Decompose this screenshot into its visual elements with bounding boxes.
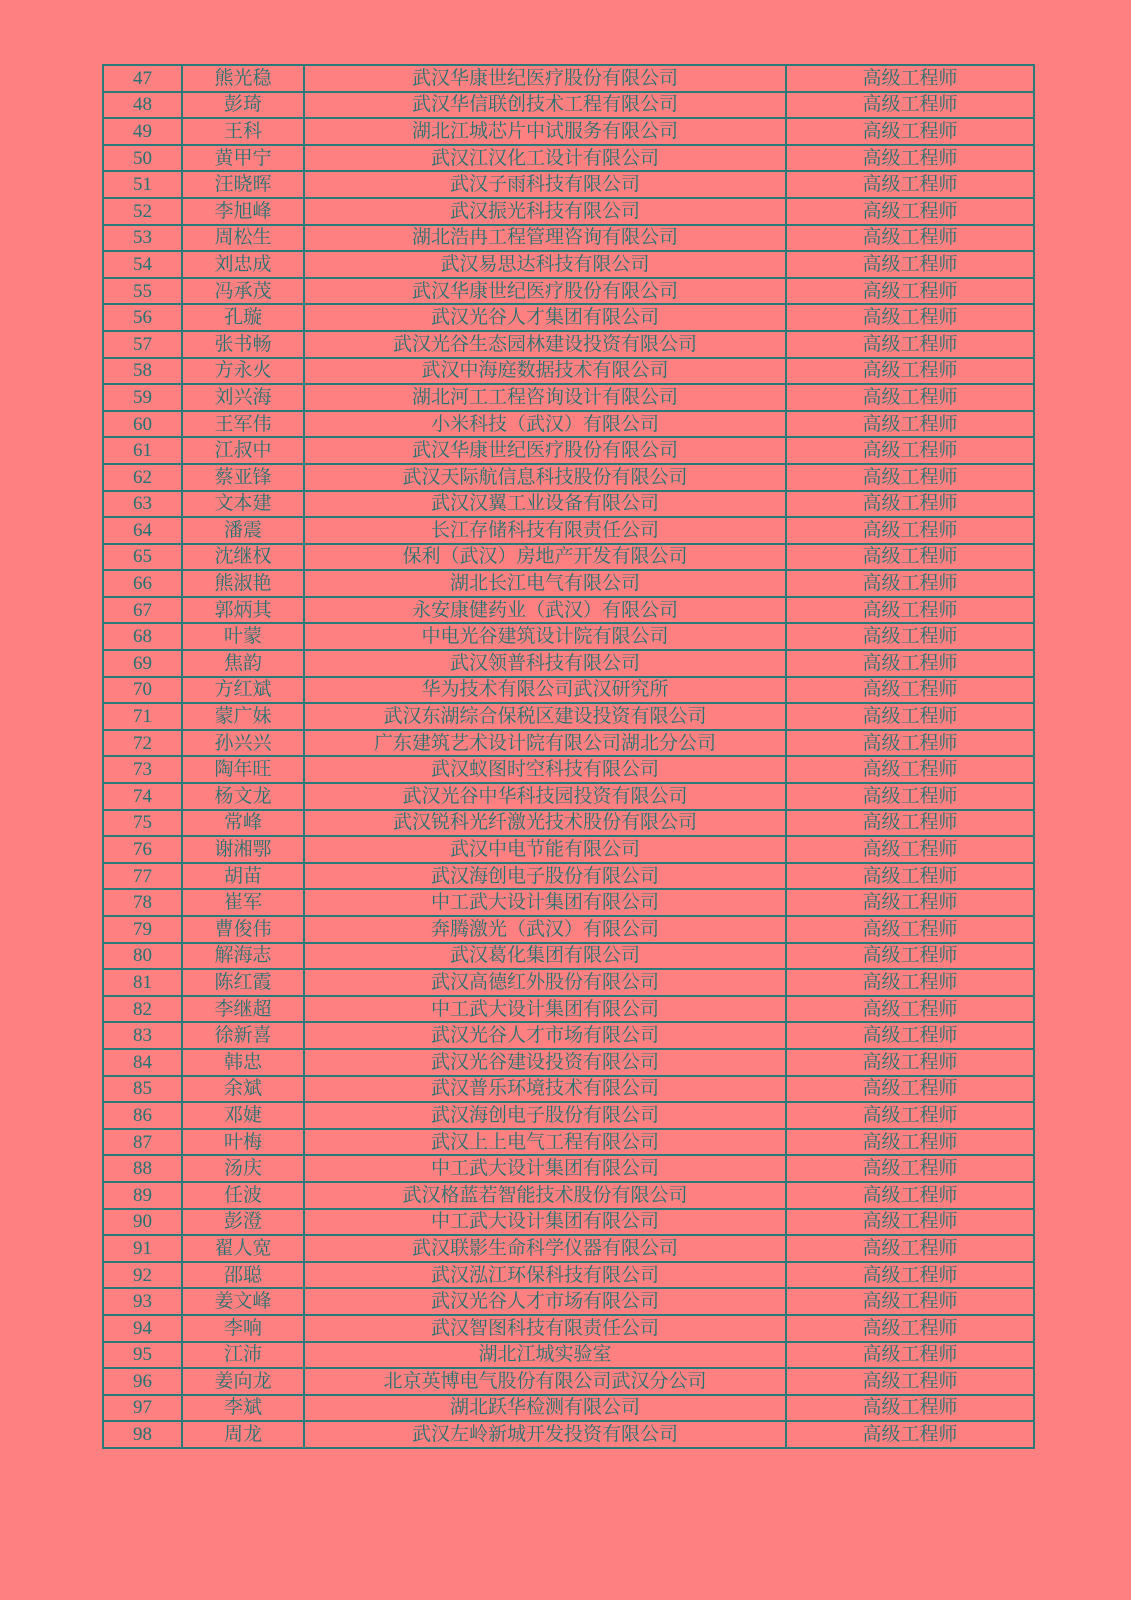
company-name: 武汉华康世纪医疗股份有限公司 [304, 278, 786, 305]
company-name: 中工武大设计集团有限公司 [304, 1209, 786, 1236]
row-number: 81 [103, 969, 182, 996]
table-row [103, 916, 1034, 943]
company-name: 武汉锐科光纤激光技术股份有限公司 [304, 810, 786, 837]
table-row [103, 1182, 1034, 1209]
table-row [103, 251, 1034, 278]
company-name: 小米科技（武汉）有限公司 [304, 411, 786, 438]
row-number: 89 [103, 1182, 182, 1209]
person-name: 叶蒙 [182, 623, 304, 650]
table-row [103, 358, 1034, 385]
professional-title: 高级工程师 [786, 1235, 1034, 1262]
person-name: 余斌 [182, 1076, 304, 1103]
professional-title: 高级工程师 [786, 251, 1034, 278]
person-name: 孔璇 [182, 304, 304, 331]
table-row [103, 118, 1034, 145]
person-name: 周龙 [182, 1421, 304, 1448]
person-name: 刘忠成 [182, 251, 304, 278]
company-name: 武汉葛化集团有限公司 [304, 943, 786, 970]
professional-title: 高级工程师 [786, 1182, 1034, 1209]
person-name: 方永火 [182, 358, 304, 385]
professional-title: 高级工程师 [786, 544, 1034, 571]
company-name: 湖北江城芯片中试服务有限公司 [304, 118, 786, 145]
person-name: 解海志 [182, 943, 304, 970]
person-name: 蒙广妹 [182, 703, 304, 730]
company-name: 武汉蚁图时空科技有限公司 [304, 756, 786, 783]
person-name: 方红斌 [182, 677, 304, 704]
row-number: 56 [103, 304, 182, 331]
person-name: 陶年旺 [182, 756, 304, 783]
table-row [103, 730, 1034, 757]
company-name: 奔腾激光（武汉）有限公司 [304, 916, 786, 943]
row-number: 88 [103, 1155, 182, 1182]
table-row [103, 171, 1034, 198]
professional-title: 高级工程师 [786, 703, 1034, 730]
table-row [103, 278, 1034, 305]
company-name: 武汉泓江环保科技有限公司 [304, 1262, 786, 1289]
row-number: 93 [103, 1288, 182, 1315]
table-row [103, 1155, 1034, 1182]
person-name: 翟人宽 [182, 1235, 304, 1262]
professional-title: 高级工程师 [786, 650, 1034, 677]
company-name: 武汉天际航信息科技股份有限公司 [304, 464, 786, 491]
professional-title: 高级工程师 [786, 1368, 1034, 1395]
professional-title: 高级工程师 [786, 225, 1034, 252]
row-number: 87 [103, 1129, 182, 1156]
row-number: 63 [103, 491, 182, 518]
table-row [103, 703, 1034, 730]
professional-title: 高级工程师 [786, 916, 1034, 943]
person-name: 胡苗 [182, 863, 304, 890]
person-name: 李旭峰 [182, 198, 304, 225]
table-row [103, 1209, 1034, 1236]
person-name: 周松生 [182, 225, 304, 252]
person-name: 邓婕 [182, 1102, 304, 1129]
person-name: 汪晓晖 [182, 171, 304, 198]
professional-title: 高级工程师 [786, 1421, 1034, 1448]
row-number: 77 [103, 863, 182, 890]
professional-title: 高级工程师 [786, 1129, 1034, 1156]
company-name: 武汉光谷人才市场有限公司 [304, 1022, 786, 1049]
table-row [103, 1129, 1034, 1156]
table-row [103, 1076, 1034, 1103]
person-name: 熊光稳 [182, 65, 304, 92]
company-name: 中工武大设计集团有限公司 [304, 996, 786, 1023]
company-name: 武汉中电节能有限公司 [304, 836, 786, 863]
person-name: 沈继权 [182, 544, 304, 571]
person-name: 潘震 [182, 517, 304, 544]
table-row [103, 145, 1034, 172]
company-name: 湖北跃华检测有限公司 [304, 1395, 786, 1422]
row-number: 58 [103, 358, 182, 385]
row-number: 62 [103, 464, 182, 491]
table-row [103, 411, 1034, 438]
person-name: 汤庆 [182, 1155, 304, 1182]
company-name: 湖北浩冉工程管理咨询有限公司 [304, 225, 786, 252]
table-row [103, 597, 1034, 624]
table-row [103, 517, 1034, 544]
company-name: 湖北长江电气有限公司 [304, 570, 786, 597]
table-row [103, 623, 1034, 650]
row-number: 78 [103, 889, 182, 916]
person-name: 谢湘鄂 [182, 836, 304, 863]
person-name: 焦韵 [182, 650, 304, 677]
company-name: 武汉振光科技有限公司 [304, 198, 786, 225]
professional-title: 高级工程师 [786, 198, 1034, 225]
professional-title: 高级工程师 [786, 996, 1034, 1023]
person-name: 张书畅 [182, 331, 304, 358]
row-number: 53 [103, 225, 182, 252]
row-number: 92 [103, 1262, 182, 1289]
row-number: 59 [103, 384, 182, 411]
professional-title: 高级工程师 [786, 65, 1034, 92]
professional-title: 高级工程师 [786, 358, 1034, 385]
row-number: 82 [103, 996, 182, 1023]
professional-title: 高级工程师 [786, 411, 1034, 438]
table-row [103, 1262, 1034, 1289]
company-name: 武汉华康世纪医疗股份有限公司 [304, 65, 786, 92]
person-name: 江沛 [182, 1342, 304, 1369]
company-name: 保利（武汉）房地产开发有限公司 [304, 544, 786, 571]
person-name: 李响 [182, 1315, 304, 1342]
company-name: 武汉左岭新城开发投资有限公司 [304, 1421, 786, 1448]
company-name: 武汉子雨科技有限公司 [304, 171, 786, 198]
professional-title: 高级工程师 [786, 863, 1034, 890]
row-number: 79 [103, 916, 182, 943]
person-name: 韩忠 [182, 1049, 304, 1076]
person-name: 江叔中 [182, 437, 304, 464]
person-name: 彭澄 [182, 1209, 304, 1236]
table-row [103, 863, 1034, 890]
row-number: 61 [103, 437, 182, 464]
person-name: 彭琦 [182, 92, 304, 119]
table-row [103, 491, 1034, 518]
professional-title: 高级工程师 [786, 464, 1034, 491]
row-number: 49 [103, 118, 182, 145]
row-number: 48 [103, 92, 182, 119]
professional-title: 高级工程师 [786, 1049, 1034, 1076]
row-number: 52 [103, 198, 182, 225]
person-name: 杨文龙 [182, 783, 304, 810]
table-row [103, 570, 1034, 597]
row-number: 70 [103, 677, 182, 704]
professional-title: 高级工程师 [786, 1262, 1034, 1289]
company-name: 武汉海创电子股份有限公司 [304, 863, 786, 890]
company-name: 广东建筑艺术设计院有限公司湖北分公司 [304, 730, 786, 757]
table-row [103, 198, 1034, 225]
row-number: 86 [103, 1102, 182, 1129]
professional-title: 高级工程师 [786, 1076, 1034, 1103]
person-name: 姜向龙 [182, 1368, 304, 1395]
professional-title: 高级工程师 [786, 491, 1034, 518]
table-row [103, 1342, 1034, 1369]
company-name: 武汉智图科技有限责任公司 [304, 1315, 786, 1342]
row-number: 64 [103, 517, 182, 544]
person-name: 蔡亚锋 [182, 464, 304, 491]
company-name: 武汉普乐环境技术有限公司 [304, 1076, 786, 1103]
row-number: 73 [103, 756, 182, 783]
table-row [103, 650, 1034, 677]
company-name: 武汉联影生命科学仪器有限公司 [304, 1235, 786, 1262]
company-name: 武汉光谷建设投资有限公司 [304, 1049, 786, 1076]
company-name: 武汉华康世纪医疗股份有限公司 [304, 437, 786, 464]
row-number: 83 [103, 1022, 182, 1049]
person-name: 李继超 [182, 996, 304, 1023]
professional-title: 高级工程师 [786, 278, 1034, 305]
professional-title: 高级工程师 [786, 836, 1034, 863]
table-row [103, 464, 1034, 491]
row-number: 65 [103, 544, 182, 571]
person-name: 李斌 [182, 1395, 304, 1422]
table-row [103, 677, 1034, 704]
professional-title: 高级工程师 [786, 517, 1034, 544]
company-name: 湖北河工工程咨询设计有限公司 [304, 384, 786, 411]
professional-title: 高级工程师 [786, 1395, 1034, 1422]
professional-title: 高级工程师 [786, 730, 1034, 757]
person-name: 熊淑艳 [182, 570, 304, 597]
professional-title: 高级工程师 [786, 969, 1034, 996]
row-number: 96 [103, 1368, 182, 1395]
professional-title: 高级工程师 [786, 783, 1034, 810]
person-name: 王军伟 [182, 411, 304, 438]
professional-title: 高级工程师 [786, 384, 1034, 411]
table-row [103, 384, 1034, 411]
table-row [103, 810, 1034, 837]
roster-table-body [103, 65, 1034, 1448]
professional-title: 高级工程师 [786, 1155, 1034, 1182]
person-name: 崔军 [182, 889, 304, 916]
professional-title: 高级工程师 [786, 92, 1034, 119]
company-name: 武汉光谷人才集团有限公司 [304, 304, 786, 331]
row-number: 74 [103, 783, 182, 810]
professional-title: 高级工程师 [786, 1288, 1034, 1315]
professional-title: 高级工程师 [786, 1342, 1034, 1369]
row-number: 54 [103, 251, 182, 278]
row-number: 71 [103, 703, 182, 730]
person-name: 叶梅 [182, 1129, 304, 1156]
person-name: 曹俊伟 [182, 916, 304, 943]
table-row [103, 1288, 1034, 1315]
row-number: 80 [103, 943, 182, 970]
professional-title: 高级工程师 [786, 1022, 1034, 1049]
professional-title: 高级工程师 [786, 437, 1034, 464]
company-name: 武汉江汉化工设计有限公司 [304, 145, 786, 172]
company-name: 永安康健药业（武汉）有限公司 [304, 597, 786, 624]
row-number: 67 [103, 597, 182, 624]
table-row [103, 225, 1034, 252]
company-name: 武汉东湖综合保税区建设投资有限公司 [304, 703, 786, 730]
row-number: 51 [103, 171, 182, 198]
table-row [103, 304, 1034, 331]
company-name: 武汉上上电气工程有限公司 [304, 1129, 786, 1156]
row-number: 72 [103, 730, 182, 757]
table-row [103, 437, 1034, 464]
professional-title: 高级工程师 [786, 756, 1034, 783]
professional-title: 高级工程师 [786, 1102, 1034, 1129]
person-name: 文本建 [182, 491, 304, 518]
table-row [103, 1368, 1034, 1395]
person-name: 邵聪 [182, 1262, 304, 1289]
person-name: 徐新喜 [182, 1022, 304, 1049]
professional-title: 高级工程师 [786, 597, 1034, 624]
person-name: 郭炳其 [182, 597, 304, 624]
row-number: 94 [103, 1315, 182, 1342]
table-row [103, 331, 1034, 358]
row-number: 84 [103, 1049, 182, 1076]
professional-title: 高级工程师 [786, 1315, 1034, 1342]
table-row [103, 544, 1034, 571]
row-number: 60 [103, 411, 182, 438]
row-number: 55 [103, 278, 182, 305]
company-name: 武汉华信联创技术工程有限公司 [304, 92, 786, 119]
company-name: 武汉高德红外股份有限公司 [304, 969, 786, 996]
table-row [103, 1235, 1034, 1262]
company-name: 武汉易思达科技有限公司 [304, 251, 786, 278]
row-number: 97 [103, 1395, 182, 1422]
professional-title: 高级工程师 [786, 145, 1034, 172]
company-name: 武汉领普科技有限公司 [304, 650, 786, 677]
professional-title: 高级工程师 [786, 810, 1034, 837]
row-number: 50 [103, 145, 182, 172]
professional-title: 高级工程师 [786, 171, 1034, 198]
table-row [103, 1022, 1034, 1049]
professional-title: 高级工程师 [786, 889, 1034, 916]
person-name: 常峰 [182, 810, 304, 837]
person-name: 任波 [182, 1182, 304, 1209]
row-number: 75 [103, 810, 182, 837]
company-name: 长江存储科技有限责任公司 [304, 517, 786, 544]
company-name: 武汉光谷中华科技园投资有限公司 [304, 783, 786, 810]
table-row [103, 943, 1034, 970]
row-number: 47 [103, 65, 182, 92]
table-row [103, 65, 1034, 92]
row-number: 90 [103, 1209, 182, 1236]
row-number: 76 [103, 836, 182, 863]
row-number: 98 [103, 1421, 182, 1448]
company-name: 武汉中海庭数据技术有限公司 [304, 358, 786, 385]
table-row [103, 969, 1034, 996]
company-name: 中工武大设计集团有限公司 [304, 889, 786, 916]
table-row [103, 1421, 1034, 1448]
person-name: 孙兴兴 [182, 730, 304, 757]
table-row [103, 783, 1034, 810]
professional-title: 高级工程师 [786, 118, 1034, 145]
row-number: 95 [103, 1342, 182, 1369]
table-row [103, 889, 1034, 916]
company-name: 武汉光谷人才市场有限公司 [304, 1288, 786, 1315]
professional-title: 高级工程师 [786, 1209, 1034, 1236]
table-row [103, 756, 1034, 783]
table-row [103, 836, 1034, 863]
roster-table [102, 64, 1035, 1449]
company-name: 武汉汉翼工业设备有限公司 [304, 491, 786, 518]
professional-title: 高级工程师 [786, 304, 1034, 331]
row-number: 57 [103, 331, 182, 358]
table-row [103, 92, 1034, 119]
person-name: 王科 [182, 118, 304, 145]
company-name: 武汉海创电子股份有限公司 [304, 1102, 786, 1129]
person-name: 冯承茂 [182, 278, 304, 305]
company-name: 武汉光谷生态园林建设投资有限公司 [304, 331, 786, 358]
table-row [103, 1315, 1034, 1342]
company-name: 湖北江城实验室 [304, 1342, 786, 1369]
row-number: 66 [103, 570, 182, 597]
company-name: 中工武大设计集团有限公司 [304, 1155, 786, 1182]
table-row [103, 1102, 1034, 1129]
company-name: 北京英博电气股份有限公司武汉分公司 [304, 1368, 786, 1395]
professional-title: 高级工程师 [786, 623, 1034, 650]
table-row [103, 996, 1034, 1023]
row-number: 69 [103, 650, 182, 677]
company-name: 华为技术有限公司武汉研究所 [304, 677, 786, 704]
table-row [103, 1395, 1034, 1422]
company-name: 中电光谷建筑设计院有限公司 [304, 623, 786, 650]
professional-title: 高级工程师 [786, 570, 1034, 597]
person-name: 黄甲宁 [182, 145, 304, 172]
person-name: 姜文峰 [182, 1288, 304, 1315]
professional-title: 高级工程师 [786, 331, 1034, 358]
person-name: 陈红霞 [182, 969, 304, 996]
person-name: 刘兴海 [182, 384, 304, 411]
row-number: 85 [103, 1076, 182, 1103]
row-number: 68 [103, 623, 182, 650]
professional-title: 高级工程师 [786, 677, 1034, 704]
company-name: 武汉格蓝若智能技术股份有限公司 [304, 1182, 786, 1209]
table-row [103, 1049, 1034, 1076]
row-number: 91 [103, 1235, 182, 1262]
professional-title: 高级工程师 [786, 943, 1034, 970]
